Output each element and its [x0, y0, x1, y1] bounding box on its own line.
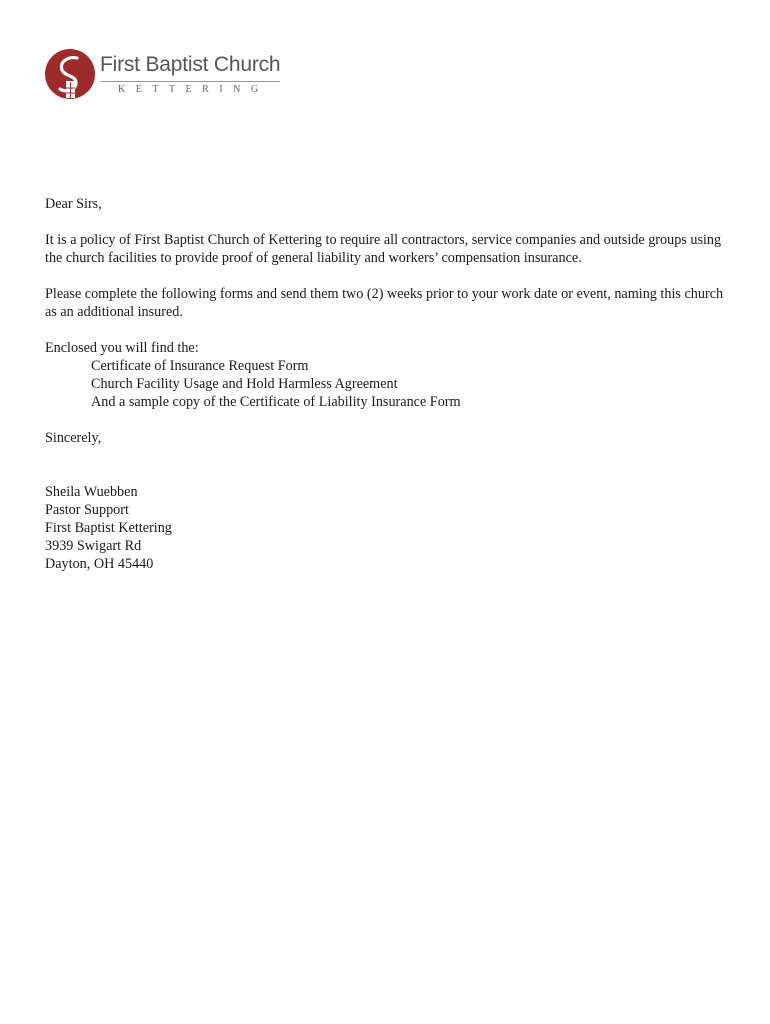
signer-name: Sheila Wuebben	[45, 484, 138, 500]
enclosure-item: Certificate of Insurance Request Form	[91, 358, 309, 374]
logo-divider	[100, 81, 280, 82]
signer-title: Pastor Support	[45, 502, 129, 518]
signer-street: 3939 Swigart Rd	[45, 538, 142, 554]
enclosure-item: Church Facility Usage and Hold Harmless Agreement	[91, 376, 398, 392]
paragraph-instructions: Please complete the following forms and send them two (2) weeks prior to your work date or event, naming this church as an additional insured.	[45, 286, 724, 320]
church-logo	[44, 48, 284, 104]
signer-city: Dayton, OH 45440	[45, 556, 154, 572]
church-name: First Baptist Church	[100, 53, 281, 76]
letter-body	[45, 195, 735, 573]
paragraph-policy: It is a policy of First Baptist Church of Kettering to require all contractors, service companies and outside groups using the church facilities to provide proof of general liability and workers’ compensation insurance.	[45, 232, 722, 266]
enclosed-intro: Enclosed you will find the:	[45, 340, 199, 356]
enclosure-item: And a sample copy of the Certificate of Liability Insurance Form	[91, 394, 461, 410]
closing: Sincerely,	[45, 430, 102, 446]
church-logo-icon	[44, 48, 96, 100]
church-location: KETTERING	[118, 84, 269, 95]
signer-organization: First Baptist Kettering	[45, 520, 172, 536]
salutation: Dear Sirs,	[45, 196, 102, 212]
